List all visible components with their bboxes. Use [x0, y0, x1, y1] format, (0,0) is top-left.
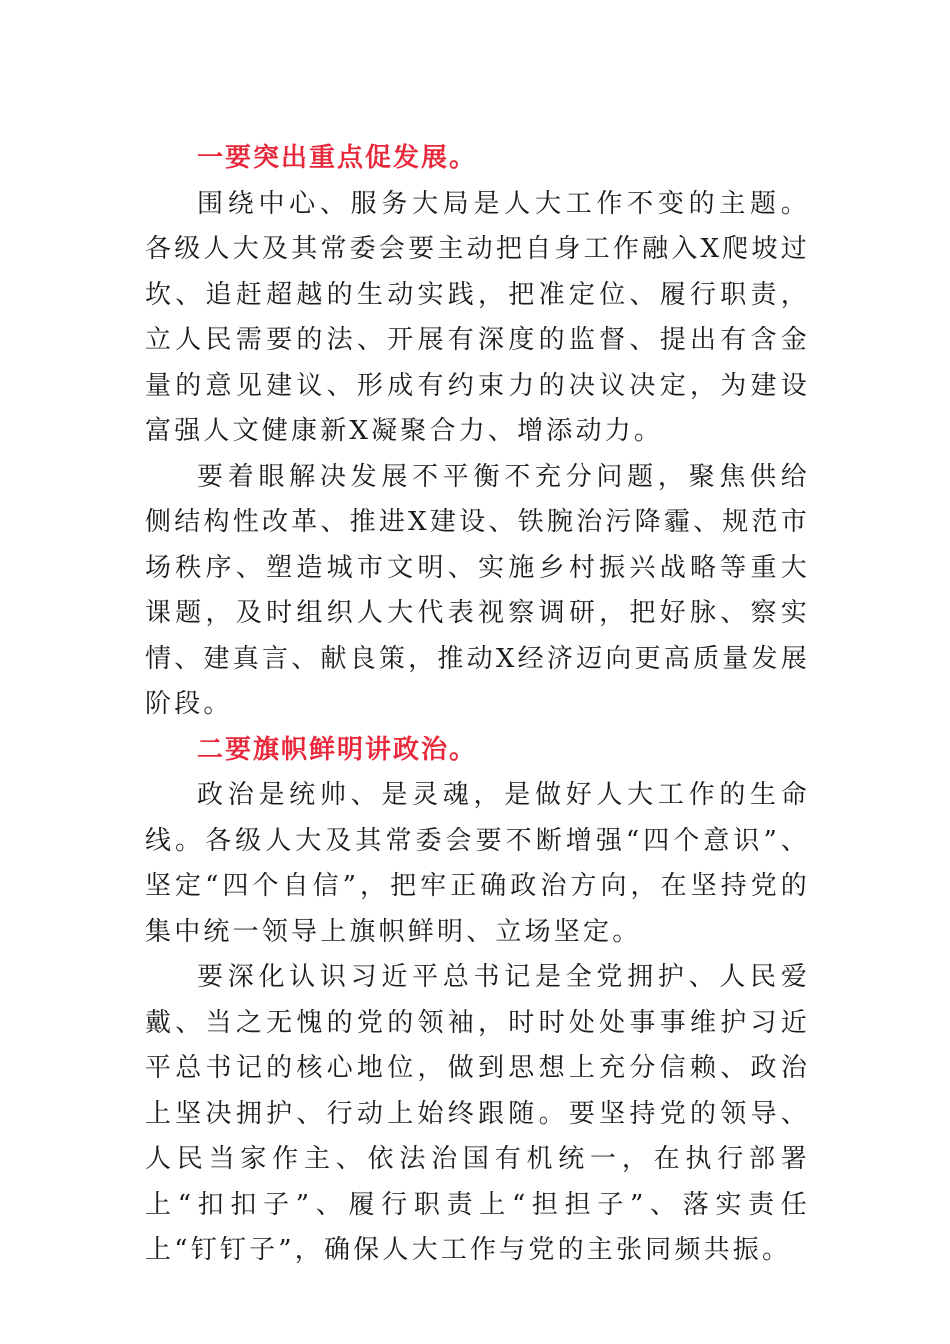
section-2 — [145, 728, 810, 1274]
body-paragraph: 要着眼解决发展不平衡不充分问题，聚焦供给侧结构性改革、推进X建设、铁腕治污降霾、规范市场秩序、塑造城市文明、实施乡村振兴战略等重大课题，及时组织人大代表视察调研，把好脉、察实情、建真言、献良策，推动X经济迈向更高质量发展阶段。 — [145, 461, 810, 719]
section-heading: 二要旗帜鲜明讲政治。 — [197, 734, 478, 765]
section-heading: 一要突出重点促发展。 — [197, 143, 478, 173]
section-1 — [145, 136, 810, 728]
body-paragraph: 围绕中心、服务大局是人大工作不变的主题。各级人大及其常委会要主动把自身工作融入X爬坡过坎、追赶超越的生动实践，把准定位、履行职责，立人民需要的法、开展有深度的监督、提出有含金量的意见建议、形成有约束力的决议决定，为建设富强人文健康新X凝聚合力、增添动力。 — [145, 188, 810, 446]
body-paragraph: 要深化认识习近平总书记是全党拥护、人民爱戴、当之无愧的党的领袖，时时处处事事维护习近平总书记的核心地位，做到思想上充分信赖、政治上坚决拥护、行动上始终跟随。要坚持党的领导、人民当家作主、依法治国有机统一，在执行部署上“扣扣子”、履行职责上“担担子”、落实责任上“钉钉子”，确保人大工作与党的主张同频共振。 — [145, 962, 810, 1265]
body-paragraph: 政治是统帅、是灵魂，是做好人大工作的生命线。各级人大及其常委会要不断增强“四个意识”、坚定“四个自信”，把牢正确政治方向，在坚持党的集中统一领导上旗帜鲜明、立场坚定。 — [145, 780, 810, 947]
document-page — [145, 136, 810, 1274]
